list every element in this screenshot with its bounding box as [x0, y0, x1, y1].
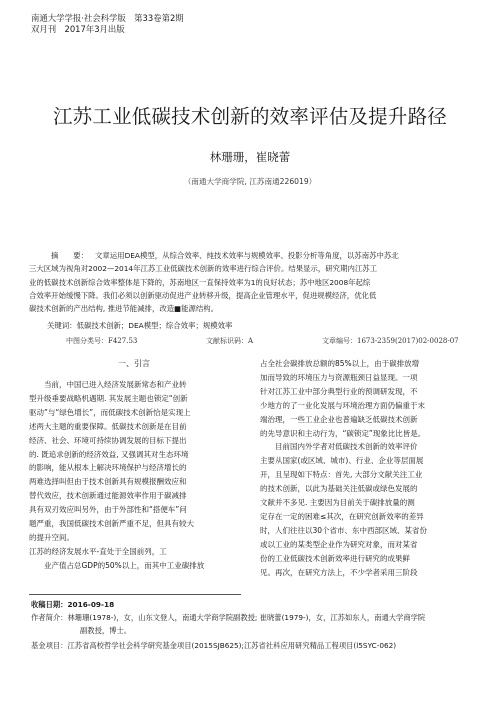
body-line: 或以工业的某类型企业作为研究对象，而对某省: [260, 539, 418, 549]
body-line: 具有双刃效应叫另外，由于外部性和“搭便车”问: [29, 505, 187, 515]
body-line: 份的工业低碳技术创新效率进行研究的成果鲜: [260, 553, 410, 563]
abstract-line-5: 碳技术创新的产出结构, 推进节能减排，改造■能源结构。: [29, 304, 219, 314]
body-line: 的. 既追求创新的经济效益, 又强调其对生态环境: [29, 449, 189, 459]
received-date: 收稿日期：2016-09-18: [31, 600, 115, 609]
funding-note: 基金项目：江苏省高校哲学社会科学研究基金项目(2015SJB625);江苏省社科应用研究精品工程项目(l5SYC-062): [31, 641, 397, 650]
body-line: 时，人们往往以30个省市、东中西部区域、某省份: [260, 525, 428, 535]
left-column: [29, 378, 239, 573]
abstract-line-1: 摘 要： 文章运用DEA模型，从综合效率、纯技术效率与规模效率、投影分析等角度，以苏南苏中苏北: [29, 249, 473, 262]
body-line: 加而导致的环境压力与资源瓶颈日益显现。一项: [260, 372, 418, 382]
body-line: 题严重，我国低碳技术创新严重不足，但具有较大: [29, 519, 194, 529]
journal-issue: 双月刊 2017年3月出版: [31, 24, 125, 34]
author-bio: 作者简介：林珊珊(1978-)，女，山东文登人，南通大学商学院副教授; 崔晓蕾(1979-)，女，江苏如东人，南通大学商学院: [31, 613, 426, 622]
body-line: 的先导意识和主动行为，“碳锁定”现象比比皆是。: [260, 428, 426, 438]
journal-header: [31, 13, 184, 35]
body-line: 驱动”与“绿色增长”，而低碳技术创新恰是实现上: [29, 407, 191, 417]
body-line: 述两大主题的重要保障。低碳技术创新是在目前: [29, 421, 187, 431]
body-line: 少地方的了一业化发展与环境治理方面仍偏重于末: [260, 400, 425, 410]
body-line: 占全社会碳排放总额的85%以上，由于碳排放增: [260, 359, 420, 368]
body-line: 型升级垂要战略机遇期. 其发展主题也锁定“创新: [29, 393, 188, 403]
abstract-line-4: 合效率开始缓慢下降。我们必须以创新驱动促进产业转移升级，提高企业管理水平，促进规模经济，优化低: [29, 290, 377, 300]
abstract-line-3: 业的低碳技术创新综合效率整体是下降的，苏南地区一直保持效率为1的良好状态；苏中地区2008年起综: [29, 277, 371, 287]
journal-name: 南通大学学报·社会科学版 第33卷第2期: [31, 13, 184, 23]
section-heading: 一、引言: [118, 359, 150, 368]
body-line: 目前国内外学者对低碳技术创新的效率评价: [275, 442, 418, 452]
body-line: 两难选择叫但由于技术创新具有规模报酬效应和: [29, 477, 187, 487]
author-bio-continued: 副教授，博士。: [80, 626, 132, 635]
footnote-divider: [29, 594, 241, 595]
body-line: 替代效应，技术创新通过能源效率作用于碳减排: [29, 491, 187, 501]
abstract: [29, 249, 473, 315]
body-line: 文献并不多见. 主要因为目前关于碳排放量的测: [260, 498, 415, 508]
right-column: [260, 357, 470, 580]
paper-authors: 林珊珊，崔晓蕾: [209, 150, 291, 164]
body-line: 主要从国家(或区域、城市)、行业、企业等层面展: [260, 456, 424, 466]
body-line: 经济、社会、环境可持续协调发展的目标下提出: [29, 435, 187, 445]
body-line: 开，且呈现如下特点：首先, 大部分文献关注工业: [260, 470, 423, 480]
keywords: 关键词：低碳技术创新；DEA模型；综合效率；规模效率: [47, 321, 233, 330]
article-number: 文章编号：1673-2359(2017)02-0028-07: [322, 337, 459, 345]
document-code: 文献标识码：A: [206, 337, 254, 345]
author-affiliation: （南通大学商学院, 江苏南通226019）: [183, 177, 317, 186]
body-line: 当前，中国已进入经济发展新常态和产业转: [44, 380, 187, 389]
paper-title: 江苏工业低碳技术创新的效率评估及提升路径: [52, 105, 447, 128]
body-line: 见。再次，在研究方法上，不少学者采用三阶段: [260, 567, 418, 577]
abstract-line-2: 三大区域为视角对2002—2014年江苏工业低碳技术创新的效率进行综合评价。结果显示，研究期内江苏工: [29, 264, 378, 274]
body-line: 定存在一定的困难≤其次，在研究创新效率的差异: [260, 511, 424, 521]
clc-number: 中图分类号：F427.53: [66, 337, 138, 345]
body-line: 江苏的经济发展水平-直处于全国前列，工: [29, 546, 167, 556]
body-line: 的影响，能从根本上解决环境保护与经济增长的: [29, 463, 187, 473]
body-line: 的技术创新，以此为基础关注低碳或绿色发展的: [260, 484, 418, 494]
body-line: 端治理，一些工业企业也普遍缺乏低碳技术创新: [260, 414, 418, 424]
body-line: 的提升空间。: [29, 532, 74, 542]
body-line: 业产值占总GDP的50%以上，而其中工业碳排放: [44, 560, 205, 570]
body-line: 针对江苏工业中部分典型行业的预调研发现，不: [260, 386, 418, 396]
abstract-label: 摘 要：: [51, 251, 88, 260]
